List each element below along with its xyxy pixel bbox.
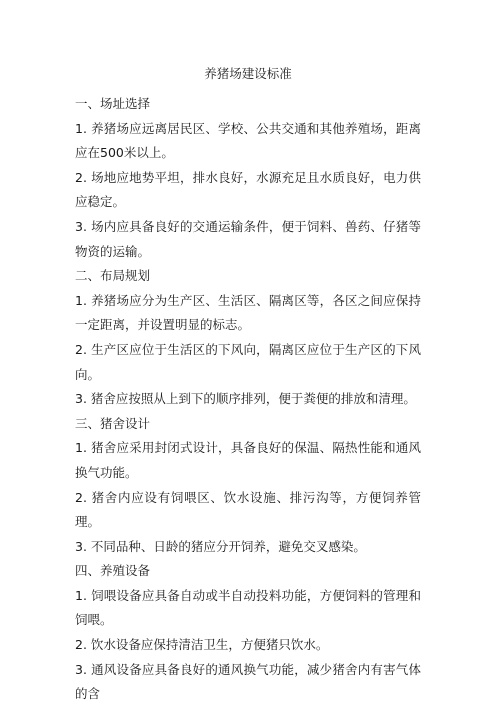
section-heading: 二、布局规划	[75, 268, 151, 284]
list-item: 2. 场地应地势平坦，排水良好，水源充足且水质良好，电力供应稳定。	[75, 169, 421, 210]
document-title: 养猪场建设标准	[204, 66, 292, 81]
list-item: 2. 生产区应位于生活区的下风向，隔离区应位于生产区的下风向。	[75, 341, 421, 382]
section-site-selection	[75, 92, 421, 264]
section-barn-design	[75, 412, 421, 560]
section-equipment	[75, 559, 421, 707]
section-heading: 三、猪舍设计	[75, 415, 151, 431]
section-layout-planning	[75, 264, 421, 412]
list-item: 3. 场内应具备良好的交通运输条件，便于饲料、兽药、仔猪等物资的运输。	[75, 218, 421, 259]
section-heading: 一、场址选择	[75, 96, 151, 111]
section-heading: 四、养殖设备	[75, 563, 151, 579]
list-item: 2. 猪舍内应设有饲喂区、饮水设施、排污沟等，方便饲养管理。	[75, 489, 421, 530]
list-item: 2. 饮水设备应保持清洁卫生，方便猪只饮水。	[75, 637, 329, 653]
list-item: 3. 猪舍应按照从上到下的顺序排列，便于粪便的排放和清理。	[75, 391, 416, 407]
list-item: 1. 养猪场应远离居民区、学校、公共交通和其他养殖场，距离应在500米以上。	[75, 120, 421, 161]
list-item: 1. 猪舍应采用封闭式设计，具备良好的保温、隔热性能和通风换气功能。	[75, 440, 421, 480]
list-item: 1. 养猪场应分为生产区、生活区、隔离区等，各区之间应保持一定距离，并设置明显的标志。	[75, 292, 421, 333]
list-item: 3. 通风设备应具备良好的通风换气功能，减少猪舍内有害气体的含	[75, 661, 421, 702]
list-item: 1. 饲喂设备应具备自动或半自动投料功能，方便饲料的管理和饲喂。	[75, 587, 421, 628]
list-item: 3. 不同品种、日龄的猪应分开饲养，避免交叉感染。	[75, 538, 366, 554]
document-body	[75, 92, 421, 707]
